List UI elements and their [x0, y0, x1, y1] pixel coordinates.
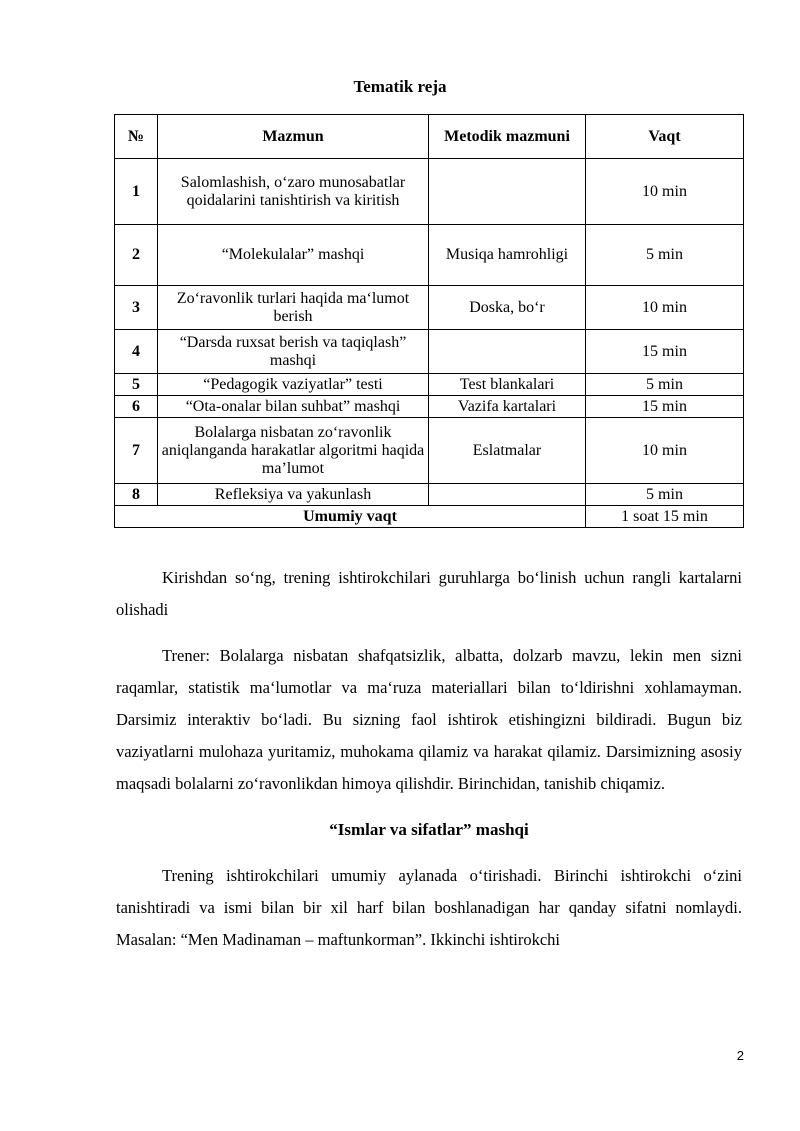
row-method: Doska, bo‘r [429, 286, 586, 330]
row-number: 4 [115, 330, 158, 374]
header-method: Metodik mazmuni [429, 115, 586, 159]
table-total-row [115, 506, 744, 528]
table-header-row [115, 115, 744, 159]
row-number: 6 [115, 396, 158, 418]
row-method [429, 159, 586, 225]
table-row [115, 484, 744, 506]
row-time: 5 min [586, 225, 744, 286]
row-content: Salomlashish, o‘zaro munosabatlar qoidalarini tanishtirish va kiritish [158, 159, 429, 225]
page-number: 2 [736, 1048, 744, 1063]
row-method [429, 330, 586, 374]
document-title: Tematik reja [353, 77, 447, 96]
header-content: Mazmun [158, 115, 429, 159]
paragraph-exercise: Trening ishtirokchilari umumiy aylanada o‘tirishadi. Birinchi ishtirokchi o‘zini tanishtiradi va ismi bilan bir xil harf bilan boshlanadigan har qanday sifatni nomlaydi. Masalan: “Men Madinaman – maftunkorman”. Ikkinchi ishtirokchi [116, 866, 742, 949]
thematic-plan-table [114, 114, 744, 528]
header-number: № [115, 115, 158, 159]
table-row [115, 330, 744, 374]
row-time: 5 min [586, 484, 744, 506]
row-number: 1 [115, 159, 158, 225]
exercise-heading: “Ismlar va sifatlar” mashqi [329, 820, 529, 839]
row-content: “Darsda ruxsat berish va taqiqlash” mashqi [158, 330, 429, 374]
row-content: “Ota-onalar bilan suhbat” mashqi [158, 396, 429, 418]
row-method [429, 484, 586, 506]
table-row [115, 396, 744, 418]
row-method: Eslatmalar [429, 418, 586, 484]
row-number: 2 [115, 225, 158, 286]
paragraph-intro: Kirishdan so‘ng, trening ishtirokchilari guruhlarga bo‘linish uchun rangli kartalarni olishadi [116, 568, 742, 619]
row-content: Zo‘ravonlik turlari haqida ma‘lumot berish [158, 286, 429, 330]
row-time: 10 min [586, 418, 744, 484]
row-time: 10 min [586, 286, 744, 330]
row-method: Test blankalari [429, 374, 586, 396]
table-row [115, 418, 744, 484]
table-row [115, 225, 744, 286]
row-time: 5 min [586, 374, 744, 396]
row-number: 3 [115, 286, 158, 330]
total-label: Umumiy vaqt [115, 506, 586, 528]
row-method: Musiqa hamrohligi [429, 225, 586, 286]
body-text [116, 562, 742, 970]
row-content: “Pedagogik vaziyatlar” testi [158, 374, 429, 396]
row-number: 5 [115, 374, 158, 396]
row-time: 15 min [586, 396, 744, 418]
table-row [115, 159, 744, 225]
table-row [115, 374, 744, 396]
row-number: 7 [115, 418, 158, 484]
row-method: Vazifa kartalari [429, 396, 586, 418]
header-time: Vaqt [586, 115, 744, 159]
row-time: 15 min [586, 330, 744, 374]
paragraph-trainer: Trener: Bolalarga nisbatan shafqatsizlik, albatta, dolzarb mavzu, lekin men sizni raqamlar, statistik ma‘lumotlar va ma‘ruza materiallari bilan to‘ldirishni xohlamayman. Darsimiz interaktiv bo‘ladi. Bu sizning faol ishtirok etishingizni bildiradi. Bugun biz vaziyatlarni mulohaza yuritamiz, muhokama qilamiz va harakat qilamiz. Darsimizning asosiy maqsadi bolalarni zo‘ravonlikdan himoya qilishdir. Birinchidan, tanishib chiqamiz. [116, 646, 742, 793]
row-number: 8 [115, 484, 158, 506]
row-time: 10 min [586, 159, 744, 225]
row-content: Refleksiya va yakunlash [158, 484, 429, 506]
table-row [115, 286, 744, 330]
total-value: 1 soat 15 min [586, 506, 744, 528]
row-content: “Molekulalar” mashqi [158, 225, 429, 286]
row-content: Bolalarga nisbatan zo‘ravonlik aniqlanganda harakatlar algoritmi haqida ma’lumot [158, 418, 429, 484]
